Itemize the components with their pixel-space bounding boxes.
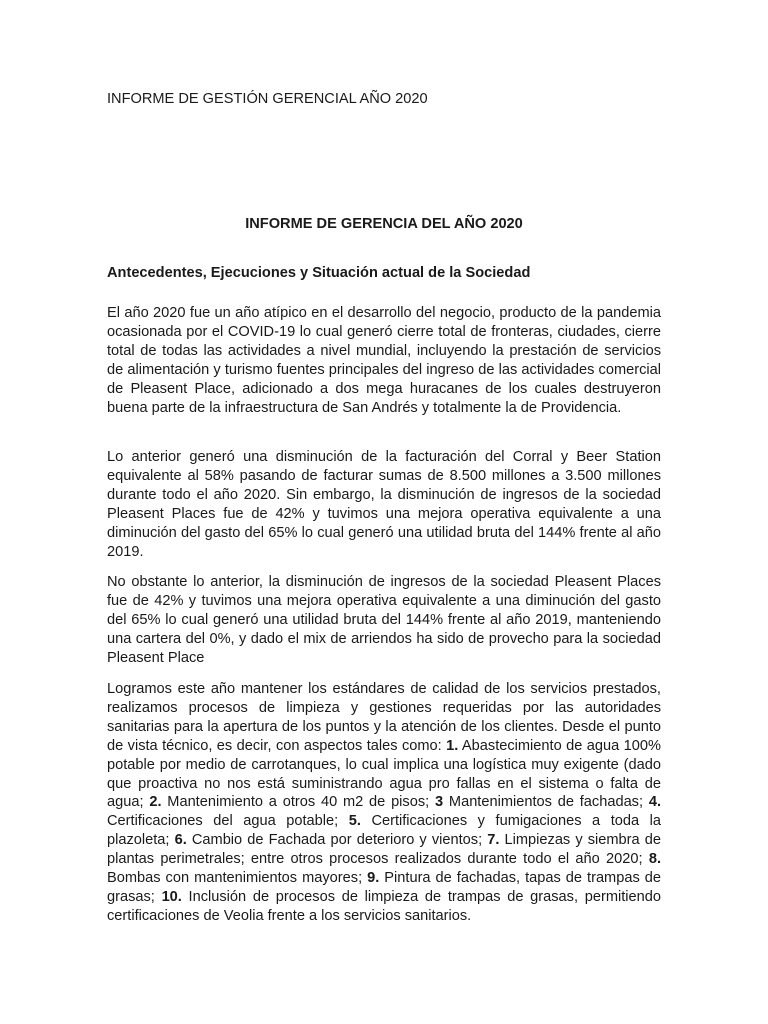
item-number: 5.	[348, 813, 361, 830]
item-number: 4.	[648, 794, 662, 811]
item-number: 7.	[487, 832, 500, 849]
item-number: 10.	[161, 888, 182, 905]
item-number: 2.	[149, 794, 162, 811]
item-text: Bombas con mantenimientos mayores;	[107, 870, 368, 887]
item-text: Mantenimientos de fachadas;	[443, 794, 649, 811]
paragraph-4-intro: Logramos este año mantener los estándares de calidad de los servicios prestados, realizamos procesos de limpieza y gestiones requeridas por las autoridades sanitarias para la apertura de los puntos y la atención de los clientes. Desde el punto de vista técnico, es decir, con aspectos tales como:	[107, 681, 661, 754]
section-heading: Antecedentes, Ejecuciones y Situación actual de la Sociedad	[107, 265, 531, 281]
item-number: 1.	[446, 737, 459, 754]
item-text: Pintura de fachadas, tapas de trampas de grasas;	[107, 870, 661, 905]
item-text: Certificaciones del agua potable;	[107, 813, 349, 830]
item-text: Limpiezas y siembra de plantas perimetrales; entre otros procesos realizados durante todo el año 2020;	[107, 832, 661, 868]
item-number: 9.	[367, 870, 380, 887]
item-number: 3	[435, 794, 444, 811]
document-title: INFORME DE GERENCIA DEL AÑO 2020	[245, 216, 523, 232]
item-text: Abastecimiento de agua 100% potable por medio de carrotanques, lo cual implica una logística muy exigente (dado que proactiva no nos está suministrando agua pro fallas en el sistema o falta de agua;	[107, 737, 661, 811]
document-header: INFORME DE GESTIÓN GERENCIAL AÑO 2020	[107, 91, 428, 107]
item-text: Mantenimiento a otros 40 m2 de pisos;	[161, 794, 435, 811]
paragraph-4	[107, 680, 661, 926]
item-text: Cambio de Fachada por deterioro y vientos;	[186, 832, 488, 849]
paragraph-3: No obstante lo anterior, la disminución de ingresos de la sociedad Pleasent Places fue de 42% y tuvimos una mejora operativa equivalente a una diminución del gasto del 65% lo cual generó una utilidad bruta del 144% frente al año 2019, manteniendo una cartera del 0%, y dado el mix de arriendos ha sido de provecho para la sociedad Pleasent Place	[107, 574, 661, 666]
item-number: 8.	[648, 851, 661, 868]
paragraph-2: Lo anterior generó una disminución de la facturación del Corral y Beer Station equivalente al 58% pasando de facturar sumas de 8.500 millones a 3.500 millones durante todo el año 2020. Sin embargo, la disminución de ingresos de la sociedad Pleasent Places fue de 42% y tuvimos una mejora operativa equivalente a una diminución del gasto del 65% lo cual generó una utilidad bruta del 144% frente al año 2019.	[107, 449, 661, 560]
item-number: 6.	[174, 832, 187, 849]
paragraph-1: El año 2020 fue un año atípico en el desarrollo del negocio, producto de la pandemia ocasionada por el COVID-19 lo cual generó cierre total de fronteras, ciudades, cierre total de todas las actividades a nivel mundial, incluyendo la prestación de servicios de alimentación y turismo fuentes principales del ingreso de las actividades comercial de Pleasent Place, adicionado a dos mega huracanes de los cuales destruyeron buena parte de la infraestructura de San Andrés y totalmente la de Providencia.	[107, 305, 661, 416]
item-text: Inclusión de procesos de limpieza de trampas de grasas, permitiendo certificaciones de Veolia frente a los servicios sanitarios.	[107, 888, 661, 924]
item-text: Certificaciones y fumigaciones a toda la plazoleta;	[107, 813, 661, 849]
